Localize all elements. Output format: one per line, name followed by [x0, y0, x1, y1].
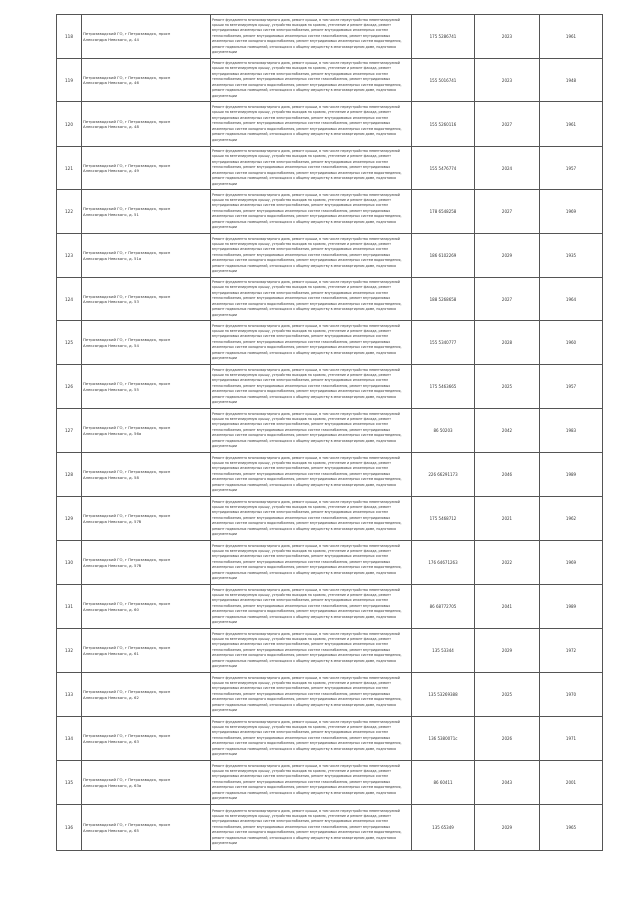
row-number: 119	[57, 59, 82, 102]
row-number: 123	[57, 234, 82, 278]
address-cell	[82, 365, 211, 409]
planned-year-cell: 2023	[475, 59, 540, 102]
address-line-2: Александра Невского, д. 51а	[83, 255, 142, 261]
address-cell	[82, 717, 211, 761]
address-cell	[82, 541, 211, 585]
build-year-cell: 1969	[540, 541, 603, 585]
table-row	[57, 673, 603, 717]
works-description-cell: Ремонт фундамента многоквартирного дома, ремонт крыши, в том числе переустройство невентилируемой крыши на вентилируемую крышу, устройство выходов на кровлю, утепление и ремонт фасада, ремонт внутридомовых инженерных систем электроснабжения, ремонт внутридомовых инженерных систем теплоснабжения, ремонт внутридомовых инженерных систем газоснабжения, ремонт внутридомовых инженерных систем холодного водоснабжения, ремонт внутридомовых инженерных систем водоотведения, ремонт подвальных помещений, относящихся к общему имуществу в многоквартирном доме, подготовка документации	[211, 321, 412, 365]
cost-cell: 188 5268658	[412, 278, 475, 321]
build-year-cell: 1935	[540, 234, 603, 278]
build-year-cell: 1971	[540, 717, 603, 761]
cost-cell: 155 5476774	[412, 147, 475, 190]
table-row	[57, 585, 603, 629]
planned-year-cell: 2041	[475, 585, 540, 629]
table-row	[57, 541, 603, 585]
address-line-2: Александра Невского, д. 65	[83, 827, 139, 833]
row-number: 134	[57, 717, 82, 761]
row-number: 136	[57, 805, 82, 851]
address-cell	[82, 409, 211, 453]
address-line-1: Петрозаводский ГО, г Петрозаводск, просп	[83, 425, 171, 431]
works-description-cell: Ремонт фундамента многоквартирного дома, ремонт крыши, в том числе переустройство невентилируемой крыши на вентилируемую крышу, устройство выходов на кровлю, утепление и ремонт фасада, ремонт внутридомовых инженерных систем электроснабжения, ремонт внутридомовых инженерных систем теплоснабжения, ремонт внутридомовых инженерных систем газоснабжения, ремонт внутридомовых инженерных систем холодного водоснабжения, ремонт внутридомовых инженерных систем водоотведения, ремонт подвальных помещений, относящихся к общему имуществу в многоквартирном доме, подготовка документации	[211, 234, 412, 278]
row-number: 120	[57, 102, 82, 147]
address-line-2: Александра Невского, д. 44	[83, 36, 139, 42]
address-line-2: Александра Невского, д. 55	[83, 386, 139, 392]
address-line-2: Александра Невского, д. 61	[83, 650, 139, 656]
planned-year-cell: 2027	[475, 190, 540, 234]
build-year-cell: 1965	[540, 805, 603, 851]
cost-cell: 175 5286741	[412, 15, 475, 59]
cost-cell: 136 5380071с	[412, 717, 475, 761]
address-line-1: Петрозаводский ГО, г Петрозаводск, просп	[83, 381, 171, 387]
table-row	[57, 805, 603, 851]
address-line-1: Петрозаводский ГО, г Петрозаводск, просп	[83, 250, 171, 256]
planned-year-cell: 2027	[475, 278, 540, 321]
cost-cell: 155 5016741	[412, 59, 475, 102]
address-line-2: Александра Невского, д. 62	[83, 694, 139, 700]
address-line-2: Александра Невского, д. 56а	[83, 430, 142, 436]
address-line-1: Петрозаводский ГО, г Петрозаводск, просп	[83, 689, 171, 695]
address-cell	[82, 278, 211, 321]
table-row	[57, 409, 603, 453]
address-line-2: Александра Невского, д. 60	[83, 606, 139, 612]
address-cell	[82, 453, 211, 497]
works-description-cell: Ремонт фундамента многоквартирного дома, ремонт крыши, в том числе переустройство невентилируемой крыши на вентилируемую крышу, устройство выходов на кровлю, утепление и ремонт фасада, ремонт внутридомовых инженерных систем электроснабжения, ремонт внутридомовых инженерных систем теплоснабжения, ремонт внутридомовых инженерных систем газоснабжения, ремонт внутридомовых инженерных систем холодного водоснабжения, ремонт внутридомовых инженерных систем водоотведения, ремонт подвальных помещений, относящихся к общему имуществу в многоквартирном доме, подготовка документации	[211, 541, 412, 585]
works-description-cell: Ремонт фундамента многоквартирного дома, ремонт крыши, в том числе переустройство невентилируемой крыши на вентилируемую крышу, устройство выходов на кровлю, утепление и ремонт фасада, ремонт внутридомовых инженерных систем электроснабжения, ремонт внутридомовых инженерных систем теплоснабжения, ремонт внутридомовых инженерных систем газоснабжения, ремонт внутридомовых инженерных систем холодного водоснабжения, ремонт внутридомовых инженерных систем водоотведения, ремонт подвальных помещений, относящихся к общему имуществу в многоквартирном доме, подготовка документации	[211, 497, 412, 541]
works-description-cell: Ремонт фундамента многоквартирного дома, ремонт крыши, в том числе переустройство невентилируемой крыши на вентилируемую крышу, устройство выходов на кровлю, утепление и ремонт фасада, ремонт внутридомовых инженерных систем электроснабжения, ремонт внутридомовых инженерных систем теплоснабжения, ремонт внутридомовых инженерных систем газоснабжения, ремонт внутридомовых инженерных систем холодного водоснабжения, ремонт внутридомовых инженерных систем водоотведения, ремонт подвальных помещений, относящихся к общему имуществу в многоквартирном доме, подготовка документации	[211, 190, 412, 234]
build-year-cell: 1957	[540, 147, 603, 190]
cost-cell: 155 5260116	[412, 102, 475, 147]
planned-year-cell: 2029	[475, 805, 540, 851]
address-line-1: Петрозаводский ГО, г Петрозаводск, просп	[83, 513, 171, 519]
table-row	[57, 102, 603, 147]
works-description-cell: Ремонт фундамента многоквартирного дома, ремонт крыши, в том числе переустройство невентилируемой крыши на вентилируемую крышу, устройство выходов на кровлю, утепление и ремонт фасада, ремонт внутридомовых инженерных систем электроснабжения, ремонт внутридомовых инженерных систем теплоснабжения, ремонт внутридомовых инженерных систем газоснабжения, ремонт внутридомовых инженерных систем холодного водоснабжения, ремонт внутридомовых инженерных систем водоотведения, ремонт подвальных помещений, относящихся к общему имуществу в многоквартирном доме, подготовка документации	[211, 629, 412, 673]
table-row	[57, 59, 603, 102]
planned-year-cell: 2025	[475, 673, 540, 717]
row-number: 126	[57, 365, 82, 409]
address-line-1: Петрозаводский ГО, г Петрозаводск, просп	[83, 822, 171, 828]
address-cell	[82, 15, 211, 59]
works-description-cell: Ремонт фундамента многоквартирного дома, ремонт крыши, в том числе переустройство невентилируемой крыши на вентилируемую крышу, устройство выходов на кровлю, утепление и ремонт фасада, ремонт внутридомовых инженерных систем электроснабжения, ремонт внутридомовых инженерных систем теплоснабжения, ремонт внутридомовых инженерных систем газоснабжения, ремонт внутридомовых инженерных систем холодного водоснабжения, ремонт внутридомовых инженерных систем водоотведения, ремонт подвальных помещений, относящихся к общему имуществу в многоквартирном доме, подготовка документации	[211, 147, 412, 190]
address-cell	[82, 629, 211, 673]
table-row	[57, 629, 603, 673]
row-number: 128	[57, 453, 82, 497]
planned-year-cell: 2023	[475, 15, 540, 59]
table-row	[57, 365, 603, 409]
build-year-cell: 1961	[540, 15, 603, 59]
address-cell	[82, 190, 211, 234]
row-number: 132	[57, 629, 82, 673]
address-cell	[82, 585, 211, 629]
row-number: 129	[57, 497, 82, 541]
table-row	[57, 453, 603, 497]
address-line-2: Александра Невского, д. 46	[83, 80, 139, 85]
address-line-1: Петрозаводский ГО, г Петрозаводск, просп	[83, 206, 171, 212]
address-line-2: Александра Невского, д. 54	[83, 342, 139, 348]
planned-year-cell: 2021	[475, 497, 540, 541]
cost-cell: 135 65349	[412, 805, 475, 851]
works-description-cell: Ремонт фундамента многоквартирного дома, ремонт крыши, в том числе переустройство невентилируемой крыши на вентилируемую крышу, устройство выходов на кровлю, утепление и ремонт фасада, ремонт внутридомовых инженерных систем электроснабжения, ремонт внутридомовых инженерных систем теплоснабжения, ремонт внутридомовых инженерных систем газоснабжения, ремонт внутридомовых инженерных систем холодного водоснабжения, ремонт внутридомовых инженерных систем водоотведения, ремонт подвальных помещений, относящихся к общему имуществу в многоквартирном доме, подготовка документации	[211, 15, 412, 59]
address-line-2: Александра Невского, д. 57б	[83, 518, 142, 524]
row-number: 118	[57, 15, 82, 59]
table-body	[57, 15, 603, 851]
address-line-2: Александра Невского, д. 51	[83, 211, 139, 217]
works-description-cell: Ремонт фундамента многоквартирного дома, ремонт крыши, в том числе переустройство невентилируемой крыши на вентилируемую крышу, устройство выходов на кровлю, утепление и ремонт фасада, ремонт внутридомовых инженерных систем электроснабжения, ремонт внутридомовых инженерных систем теплоснабжения, ремонт внутридомовых инженерных систем газоснабжения, ремонт внутридомовых инженерных систем холодного водоснабжения, ремонт внутридомовых инженерных систем водоотведения, ремонт подвальных помещений, относящихся к общему имуществу в многоквартирном доме, подготовка документации	[211, 59, 412, 102]
address-line-1: Петрозаводский ГО, г Петрозаводск, просп	[83, 777, 171, 783]
build-year-cell: 1983	[540, 409, 603, 453]
table-row	[57, 190, 603, 234]
cost-cell: 135 53269388	[412, 673, 475, 717]
build-year-cell: 1960	[540, 321, 603, 365]
address-line-2: Александра Невского, д. 58	[83, 474, 139, 480]
planned-year-cell: 2043	[475, 761, 540, 805]
planned-year-cell: 2029	[475, 234, 540, 278]
table-row	[57, 147, 603, 190]
address-line-2: Александра Невского, д. 48	[83, 124, 139, 129]
address-line-1: Петрозаводский ГО, г Петрозаводск, просп	[83, 557, 171, 563]
planned-year-cell: 2027	[475, 102, 540, 147]
build-year-cell: 1962	[540, 497, 603, 541]
planned-year-cell: 2025	[475, 365, 540, 409]
address-line-1: Петрозаводский ГО, г Петрозаводск, просп	[83, 733, 171, 739]
address-line-1: Петрозаводский ГО, г Петрозаводск, просп	[83, 31, 171, 37]
planned-year-cell: 2028	[475, 321, 540, 365]
table-row	[57, 717, 603, 761]
cost-cell: 178 6548258	[412, 190, 475, 234]
address-cell	[82, 234, 211, 278]
planned-year-cell: 2024	[475, 147, 540, 190]
address-cell	[82, 497, 211, 541]
address-line-1: Петрозаводский ГО, г Петрозаводск, просп	[83, 74, 171, 80]
address-cell	[82, 761, 211, 805]
cost-cell: 186 6102269	[412, 234, 475, 278]
row-number: 131	[57, 585, 82, 629]
address-cell	[82, 102, 211, 147]
build-year-cell: 1969	[540, 190, 603, 234]
cost-cell: 86 60411	[412, 761, 475, 805]
cost-cell: 226 66291173	[412, 453, 475, 497]
planned-year-cell: 2022	[475, 541, 540, 585]
repair-program-table	[56, 14, 603, 851]
address-line-2: Александра Невского, д. 53	[83, 299, 139, 304]
table-row	[57, 278, 603, 321]
cost-cell: 175 5468712	[412, 497, 475, 541]
works-description-cell: Ремонт фундамента многоквартирного дома, ремонт крыши, в том числе переустройство невентилируемой крыши на вентилируемую крышу, устройство выходов на кровлю, утепление и ремонт фасада, ремонт внутридомовых инженерных систем электроснабжения, ремонт внутридомовых инженерных систем теплоснабжения, ремонт внутридомовых инженерных систем газоснабжения, ремонт внутридомовых инженерных систем холодного водоснабжения, ремонт внутридомовых инженерных систем водоотведения, ремонт подвальных помещений, относящихся к общему имуществу в многоквартирном доме, подготовка документации	[211, 409, 412, 453]
cost-cell: 175 5463665	[412, 365, 475, 409]
address-cell	[82, 805, 211, 851]
cost-cell: 176 64671263	[412, 541, 475, 585]
address-line-2: Александра Невского, д. 57б	[83, 562, 142, 568]
build-year-cell: 1989	[540, 585, 603, 629]
address-line-2: Александра Невского, д. 63а	[83, 782, 142, 788]
works-description-cell: Ремонт фундамента многоквартирного дома, ремонт крыши, в том числе переустройство невентилируемой крыши на вентилируемую крышу, устройство выходов на кровлю, утепление и ремонт фасада, ремонт внутридомовых инженерных систем электроснабжения, ремонт внутридомовых инженерных систем теплоснабжения, ремонт внутридомовых инженерных систем газоснабжения, ремонт внутридомовых инженерных систем холодного водоснабжения, ремонт внутридомовых инженерных систем водоотведения, ремонт подвальных помещений, относящихся к общему имуществу в многоквартирном доме, подготовка документации	[211, 717, 412, 761]
build-year-cell: 1970	[540, 673, 603, 717]
address-line-1: Петрозаводский ГО, г Петрозаводск, просп	[83, 601, 171, 607]
address-cell	[82, 59, 211, 102]
works-description-cell: Ремонт фундамента многоквартирного дома, ремонт крыши, в том числе переустройство невентилируемой крыши на вентилируемую крышу, устройство выходов на кровлю, утепление и ремонт фасада, ремонт внутридомовых инженерных систем электроснабжения, ремонт внутридомовых инженерных систем теплоснабжения, ремонт внутридомовых инженерных систем газоснабжения, ремонт внутридомовых инженерных систем холодного водоснабжения, ремонт внутридомовых инженерных систем водоотведения, ремонт подвальных помещений, относящихся к общему имуществу в многоквартирном доме, подготовка документации	[211, 585, 412, 629]
planned-year-cell: 2029	[475, 629, 540, 673]
row-number: 133	[57, 673, 82, 717]
address-line-1: Петрозаводский ГО, г Петрозаводск, просп	[83, 162, 171, 168]
build-year-cell: 1961	[540, 102, 603, 147]
address-line-1: Петрозаводский ГО, г Петрозаводск, просп	[83, 337, 171, 343]
build-year-cell: 1964	[540, 278, 603, 321]
cost-cell: 155 5340777	[412, 321, 475, 365]
row-number: 124	[57, 278, 82, 321]
works-description-cell: Ремонт фундамента многоквартирного дома, ремонт крыши, в том числе переустройство невентилируемой крыши на вентилируемую крышу, устройство выходов на кровлю, утепление и ремонт фасада, ремонт внутридомовых инженерных систем электроснабжения, ремонт внутридомовых инженерных систем теплоснабжения, ремонт внутридомовых инженерных систем газоснабжения, ремонт внутридомовых инженерных систем холодного водоснабжения, ремонт внутридомовых инженерных систем водоотведения, ремонт подвальных помещений, относящихся к общему имуществу в многоквартирном доме, подготовка документации	[211, 365, 412, 409]
cost-cell: 135 53344	[412, 629, 475, 673]
works-description-cell: Ремонт фундамента многоквартирного дома, ремонт крыши, в том числе переустройство невентилируемой крыши на вентилируемую крышу, устройство выходов на кровлю, утепление и ремонт фасада, ремонт внутридомовых инженерных систем электроснабжения, ремонт внутридомовых инженерных систем теплоснабжения, ремонт внутридомовых инженерных систем газоснабжения, ремонт внутридомовых инженерных систем холодного водоснабжения, ремонт внутридомовых инженерных систем водоотведения, ремонт подвальных помещений, относящихся к общему имуществу в многоквартирном доме, подготовка документации	[211, 805, 412, 851]
planned-year-cell: 2042	[475, 409, 540, 453]
address-line-2: Александра Невского, д. 49	[83, 168, 139, 173]
table-row	[57, 15, 603, 59]
address-line-2: Александра Невского, д. 63	[83, 738, 139, 744]
table-row	[57, 761, 603, 805]
works-description-cell: Ремонт фундамента многоквартирного дома, ремонт крыши, в том числе переустройство невентилируемой крыши на вентилируемую крышу, устройство выходов на кровлю, утепление и ремонт фасада, ремонт внутридомовых инженерных систем электроснабжения, ремонт внутридомовых инженерных систем теплоснабжения, ремонт внутридомовых инженерных систем газоснабжения, ремонт внутридомовых инженерных систем холодного водоснабжения, ремонт внутридомовых инженерных систем водоотведения, ремонт подвальных помещений, относящихся к общему имуществу в многоквартирном доме, подготовка документации	[211, 453, 412, 497]
cost-cell: 86 50203	[412, 409, 475, 453]
build-year-cell: 1972	[540, 629, 603, 673]
cost-cell: 86 68772705	[412, 585, 475, 629]
row-number: 130	[57, 541, 82, 585]
row-number: 125	[57, 321, 82, 365]
planned-year-cell: 2026	[475, 717, 540, 761]
row-number: 135	[57, 761, 82, 805]
address-line-1: Петрозаводский ГО, г Петрозаводск, просп	[83, 118, 171, 124]
address-cell	[82, 147, 211, 190]
row-number: 121	[57, 147, 82, 190]
works-description-cell: Ремонт фундамента многоквартирного дома, ремонт крыши, в том числе переустройство невентилируемой крыши на вентилируемую крышу, устройство выходов на кровлю, утепление и ремонт фасада, ремонт внутридомовых инженерных систем электроснабжения, ремонт внутридомовых инженерных систем теплоснабжения, ремонт внутридомовых инженерных систем газоснабжения, ремонт внутридомовых инженерных систем холодного водоснабжения, ремонт внутридомовых инженерных систем водоотведения, ремонт подвальных помещений, относящихся к общему имуществу в многоквартирном доме, подготовка документации	[211, 102, 412, 147]
table-row	[57, 234, 603, 278]
works-description-cell: Ремонт фундамента многоквартирного дома, ремонт крыши, в том числе переустройство невентилируемой крыши на вентилируемую крышу, устройство выходов на кровлю, утепление и ремонт фасада, ремонт внутридомовых инженерных систем электроснабжения, ремонт внутридомовых инженерных систем теплоснабжения, ремонт внутридомовых инженерных систем газоснабжения, ремонт внутридомовых инженерных систем холодного водоснабжения, ремонт внутридомовых инженерных систем водоотведения, ремонт подвальных помещений, относящихся к общему имуществу в многоквартирном доме, подготовка документации	[211, 673, 412, 717]
table-row	[57, 321, 603, 365]
build-year-cell: 1957	[540, 365, 603, 409]
works-description-cell: Ремонт фундамента многоквартирного дома, ремонт крыши, в том числе переустройство невентилируемой крыши на вентилируемую крышу, устройство выходов на кровлю, утепление и ремонт фасада, ремонт внутридомовых инженерных систем электроснабжения, ремонт внутридомовых инженерных систем теплоснабжения, ремонт внутридомовых инженерных систем газоснабжения, ремонт внутридомовых инженерных систем холодного водоснабжения, ремонт внутридомовых инженерных систем водоотведения, ремонт подвальных помещений, относящихся к общему имуществу в многоквартирном доме, подготовка документации	[211, 761, 412, 805]
table-row	[57, 497, 603, 541]
address-line-1: Петрозаводский ГО, г Петрозаводск, просп	[83, 645, 171, 651]
works-description-cell: Ремонт фундамента многоквартирного дома, ремонт крыши, в том числе переустройство невентилируемой крыши на вентилируемую крышу, устройство выходов на кровлю, утепление и ремонт фасада, ремонт внутридомовых инженерных систем электроснабжения, ремонт внутридомовых инженерных систем теплоснабжения, ремонт внутридомовых инженерных систем газоснабжения, ремонт внутридомовых инженерных систем холодного водоснабжения, ремонт внутридомовых инженерных систем водоотведения, ремонт подвальных помещений, относящихся к общему имуществу в многоквартирном доме, подготовка документации	[211, 278, 412, 321]
address-cell	[82, 673, 211, 717]
address-line-1: Петрозаводский ГО, г Петрозаводск, просп	[83, 293, 171, 299]
address-cell	[82, 321, 211, 365]
build-year-cell: 1989	[540, 453, 603, 497]
planned-year-cell: 2046	[475, 453, 540, 497]
build-year-cell: 2001	[540, 761, 603, 805]
row-number: 122	[57, 190, 82, 234]
address-line-1: Петрозаводский ГО, г Петрозаводск, просп	[83, 469, 171, 475]
build-year-cell: 1948	[540, 59, 603, 102]
row-number: 127	[57, 409, 82, 453]
